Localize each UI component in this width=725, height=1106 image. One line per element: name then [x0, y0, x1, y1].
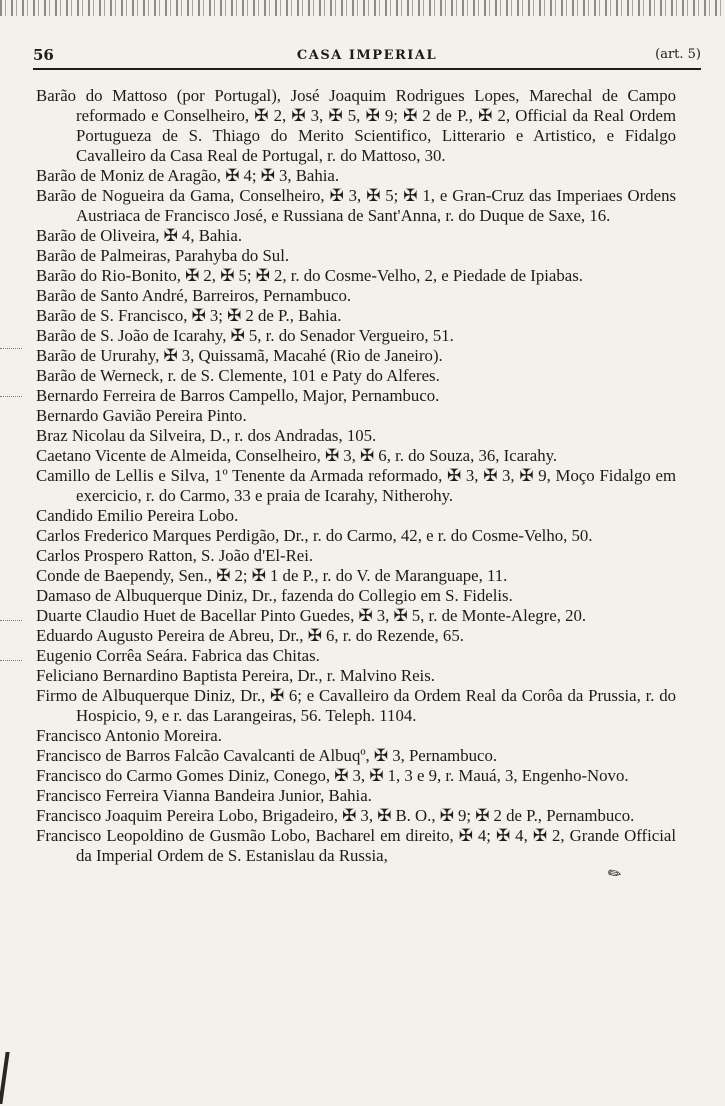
list-item: Francisco do Carmo Gomes Diniz, Conego, ✠ 3, ✠ 1, 3 e 9, r. Mauá, 3, Engenho-Novo. — [36, 766, 629, 785]
list-item: Damaso de Albuquerque Diniz, Dr., fazenda do Collegio em S. Fidelis. — [36, 586, 513, 605]
running-title: CASA IMPERIAL — [296, 48, 438, 63]
list-item: Eugenio Corrêa Seára. Fabrica das Chitas. — [36, 646, 320, 665]
margin-mark — [0, 660, 22, 669]
entry-list — [36, 86, 676, 866]
list-item: Carlos Prospero Ratton, S. João d'El-Rei. — [36, 546, 314, 565]
list-item: Candido Emilio Pereira Lobo. — [36, 506, 239, 525]
list-item: Feliciano Bernardino Baptista Pereira, Dr., r. Malvino Reis. — [36, 666, 435, 685]
margin-mark — [0, 620, 22, 629]
list-item: Barão de Nogueira da Gama, Conselheiro, ✠ 3, ✠ 5; ✠ 1, e Gran-Cruz das Imperiaes Ordens Austriaca de Francisco José, e Russiana de Sant'Anna, r. do Duque de Saxe, 16. — [36, 186, 676, 225]
list-item: Bernardo Gavião Pereira Pinto. — [36, 406, 247, 425]
margin-stroke — [0, 1052, 10, 1104]
list-item: Barão do Mattoso (por Portugal), José Joaquim Rodrigues Lopes, Marechal de Campo reformado e Conselheiro, ✠ 2, ✠ 3, ✠ 5, ✠ 9; ✠ 2 de P., ✠ 2, Official da Real Ordem Portugueza de S. Thiago do Merito Scientifico, Litterario e Artistico, e Fidalgo Cavalleiro da Casa Real de Portugal, r. do Mattoso, 30. — [36, 86, 676, 165]
pen-mark-icon: ✎ — [603, 861, 626, 886]
list-item: Barão do Rio-Bonito, ✠ 2, ✠ 5; ✠ 2, r. do Cosme-Velho, 2, e Piedade de Ipiabas. — [36, 266, 583, 285]
list-item: Conde de Baependy, Sen., ✠ 2; ✠ 1 de P., r. do V. de Maranguape, 11. — [36, 566, 508, 585]
margin-mark — [0, 396, 22, 405]
list-item: Braz Nicolau da Silveira, D., r. dos Andradas, 105. — [36, 426, 377, 445]
list-item: Barão de Palmeiras, Parahyba do Sul. — [36, 246, 290, 265]
page-top-edge — [0, 0, 725, 16]
list-item: Francisco Antonio Moreira. — [36, 726, 222, 745]
list-item: Francisco Joaquim Pereira Lobo, Brigadeiro, ✠ 3, ✠ B. O., ✠ 9; ✠ 2 de P., Pernambuco. — [36, 806, 635, 825]
section-reference: (art. 5) — [655, 47, 701, 62]
list-item: Francisco de Barros Falcão Cavalcanti de Albuqº, ✠ 3, Pernambuco. — [36, 746, 498, 765]
list-item: Barão de Moniz de Aragão, ✠ 4; ✠ 3, Bahia. — [36, 166, 340, 185]
list-item: Barão de Ururahy, ✠ 3, Quissamã, Macahé (Rio de Janeiro). — [36, 346, 443, 365]
header-rule — [33, 68, 701, 70]
list-item: Barão de S. Francisco, ✠ 3; ✠ 2 de P., Bahia. — [36, 306, 342, 325]
list-item: Barão de Werneck, r. de S. Clemente, 101 e Paty do Alferes. — [36, 366, 440, 385]
list-item: Firmo de Albuquerque Diniz, Dr., ✠ 6; e Cavalleiro da Ordem Real da Corôa da Prussia, r. do Hospicio, 9, e r. das Larangeiras, 56. Teleph. 1104. — [36, 686, 676, 725]
list-item: Francisco Ferreira Vianna Bandeira Junior, Bahia. — [36, 786, 372, 805]
list-item: Francisco Leopoldino de Gusmão Lobo, Bacharel em direito, ✠ 4; ✠ 4, ✠ 2, Grande Official da Imperial Ordem de S. Estanislau da Russia, — [36, 826, 676, 865]
list-item: Eduardo Augusto Pereira de Abreu, Dr., ✠ 6, r. do Rezende, 65. — [36, 626, 464, 645]
page-header — [33, 46, 701, 70]
list-item: Barão de S. João de Icarahy, ✠ 5, r. do Senador Vergueiro, 51. — [36, 326, 454, 345]
margin-mark — [0, 348, 22, 357]
list-item: Barão de Santo André, Barreiros, Pernambuco. — [36, 286, 352, 305]
page-number: 56 — [33, 46, 54, 64]
list-item: Carlos Frederico Marques Perdigão, Dr., r. do Carmo, 42, e r. do Cosme-Velho, 50. — [36, 526, 593, 545]
list-item: Bernardo Ferreira de Barros Campello, Major, Pernambuco. — [36, 386, 440, 405]
list-item: Duarte Claudio Huet de Bacellar Pinto Guedes, ✠ 3, ✠ 5, r. de Monte-Alegre, 20. — [36, 606, 587, 625]
list-item: Barão de Oliveira, ✠ 4, Bahia. — [36, 226, 243, 245]
list-item: Caetano Vicente de Almeida, Conselheiro, ✠ 3, ✠ 6, r. do Souza, 36, Icarahy. — [36, 446, 558, 465]
list-item: Camillo de Lellis e Silva, 1º Tenente da Armada reformado, ✠ 3, ✠ 3, ✠ 9, Moço Fidalgo em exercicio, r. do Carmo, 33 e praia de Icarahy, Nitherohy. — [36, 466, 676, 505]
